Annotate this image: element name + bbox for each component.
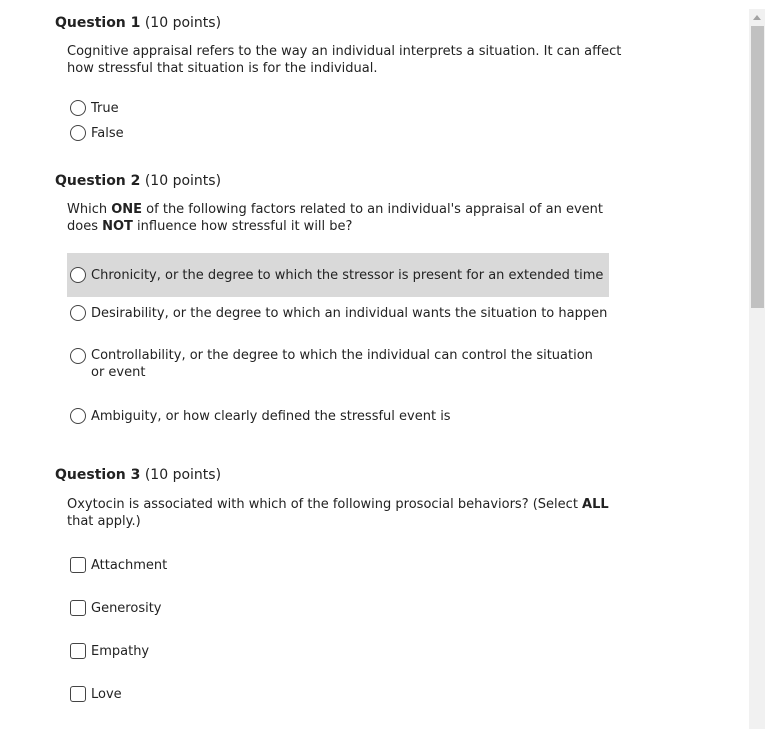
scroll-up-arrow-icon[interactable]: [749, 9, 765, 25]
q2-text-emphasis-one: ONE: [111, 202, 143, 217]
q2-option-chronicity[interactable]: [67, 253, 609, 297]
question-2-title: [55, 173, 221, 189]
q3-text-part: Oxytocin is associated with which of the following prosocial behaviors? (Select: [67, 497, 583, 512]
question-2-text: [67, 201, 627, 235]
question-1-label: Question 1: [55, 15, 141, 31]
option-label: Attachment: [91, 557, 168, 573]
question-3-points: (10 points): [144, 467, 222, 483]
option-label: Desirability, or the degree to which an individual wants the situation to happen: [91, 305, 608, 321]
checkbox[interactable]: [70, 643, 86, 659]
q3-option-attachment[interactable]: [67, 556, 609, 574]
option-label: Generosity: [91, 600, 162, 616]
question-3-title: [55, 467, 221, 483]
checkbox[interactable]: [70, 686, 86, 702]
q3-text-emphasis-all: ALL: [582, 497, 609, 512]
scrollbar-thumb[interactable]: [751, 26, 764, 308]
q2-text-emphasis-not: NOT: [102, 219, 133, 234]
question-1-points: (10 points): [144, 15, 222, 31]
option-label: Ambiguity, or how clearly defined the stressful event is: [91, 408, 451, 424]
q1-option-false[interactable]: [67, 124, 609, 142]
radio-button[interactable]: [70, 408, 86, 424]
radio-button[interactable]: [70, 100, 86, 116]
q3-option-empathy[interactable]: [67, 642, 609, 660]
question-3-text: [67, 496, 627, 530]
q2-text-part: Which: [67, 202, 112, 217]
radio-button[interactable]: [70, 348, 86, 364]
q3-option-generosity[interactable]: [67, 599, 609, 617]
question-2-label: Question 2: [55, 173, 141, 189]
option-label: Empathy: [91, 643, 150, 659]
q3-option-love[interactable]: [67, 685, 609, 703]
q3-text-part: that apply.): [67, 514, 141, 529]
radio-button[interactable]: [70, 267, 86, 283]
option-label: Chronicity, or the degree to which the stressor is present for an extended time: [91, 267, 604, 283]
vertical-scrollbar[interactable]: [749, 9, 765, 729]
checkbox[interactable]: [70, 600, 86, 616]
q1-option-true[interactable]: [67, 99, 609, 117]
option-label: Controllability, or the degree to which the individual can control the situation or event: [91, 348, 593, 380]
q2-text-part: of the following factors related to an individual's appraisal of an event does: [67, 202, 603, 234]
option-label: Love: [91, 686, 122, 702]
q2-option-controllability[interactable]: [67, 347, 609, 381]
q2-text-part: influence how stressful it will be?: [132, 219, 353, 234]
question-1-title: [55, 15, 221, 31]
radio-button[interactable]: [70, 305, 86, 321]
radio-button[interactable]: [70, 125, 86, 141]
checkbox[interactable]: [70, 557, 86, 573]
q2-option-desirability[interactable]: [67, 304, 609, 322]
question-1-text: Cognitive appraisal refers to the way an individual interprets a situation. It can affect how stressful that situation is for the individual.: [67, 44, 622, 76]
question-3-label: Question 3: [55, 467, 141, 483]
option-label: True: [91, 100, 119, 116]
question-2-points: (10 points): [144, 173, 222, 189]
q2-option-ambiguity[interactable]: [67, 407, 609, 425]
option-label: False: [91, 125, 124, 141]
